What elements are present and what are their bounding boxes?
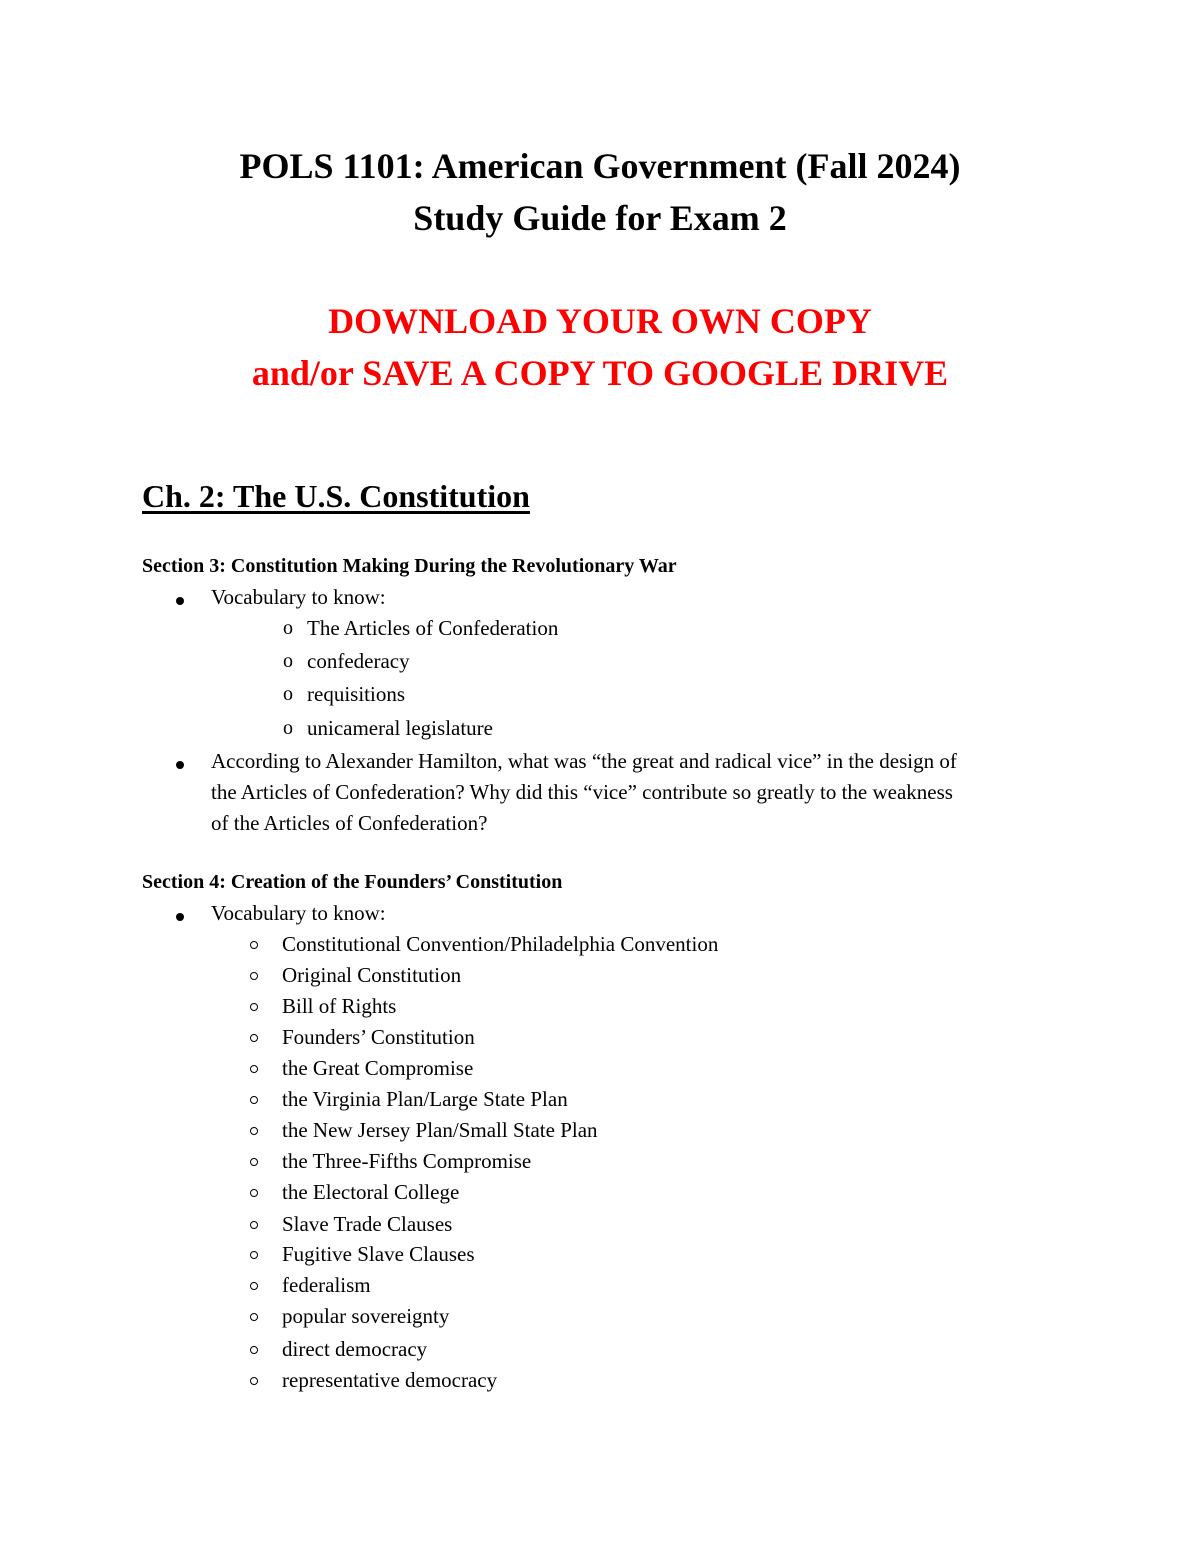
section-3-vocab-label: Vocabulary to know: xyxy=(211,585,386,609)
section-4-vocab-item: the Electoral College xyxy=(282,1180,460,1204)
hollow-bullet-icon: o xyxy=(283,617,293,639)
hollow-bullet-icon xyxy=(250,972,258,980)
section-4-vocab-item: Founders’ Constitution xyxy=(282,1025,475,1049)
section-3-vocab-item: unicameral legislature xyxy=(307,716,493,740)
section-4-vocab-item: Bill of Rights xyxy=(282,994,397,1018)
hollow-bullet-icon xyxy=(250,1189,258,1197)
document-subtitle: Study Guide for Exam 2 xyxy=(413,198,787,238)
download-notice-line1: DOWNLOAD YOUR OWN COPY xyxy=(328,301,872,341)
hollow-bullet-icon: o xyxy=(283,650,293,672)
download-notice-line2: and/or SAVE A COPY TO GOOGLE DRIVE xyxy=(251,353,949,393)
bullet-icon xyxy=(176,597,184,605)
section-4-vocab-item: popular sovereignty xyxy=(282,1304,450,1328)
hollow-bullet-icon xyxy=(250,1034,258,1042)
section-4-vocab-item: the Virginia Plan/Large State Plan xyxy=(282,1087,568,1111)
section-3-question-line: According to Alexander Hamilton, what was “the great and radical vice” in the design of xyxy=(211,749,957,773)
hollow-bullet-icon xyxy=(250,1313,258,1321)
section-4-vocab-item: direct democracy xyxy=(282,1337,428,1361)
section-3-vocab-item: requisitions xyxy=(307,682,405,706)
bullet-icon xyxy=(176,913,184,921)
hollow-bullet-icon xyxy=(250,1158,258,1166)
section-4-vocab-item: Slave Trade Clauses xyxy=(282,1212,453,1236)
section-4-vocab-item: representative democracy xyxy=(282,1368,498,1392)
section-3-vocab-item: confederacy xyxy=(307,649,410,673)
section-4-vocab-item: Constitutional Convention/Philadelphia Convention xyxy=(282,932,719,956)
hollow-bullet-icon: o xyxy=(283,683,293,705)
section-4-vocab-item: the Great Compromise xyxy=(282,1056,474,1080)
section-3-vocab-item: The Articles of Confederation xyxy=(307,616,559,640)
chapter-heading: Ch. 2: The U.S. Constitution xyxy=(142,478,530,514)
section-4-vocab-item: federalism xyxy=(282,1273,371,1297)
section-4-vocab-item: Fugitive Slave Clauses xyxy=(282,1242,475,1266)
hollow-bullet-icon xyxy=(250,1065,258,1073)
hollow-bullet-icon xyxy=(250,1282,258,1290)
section-3-heading: Section 3: Constitution Making During the Revolutionary War xyxy=(142,555,677,577)
hollow-bullet-icon: o xyxy=(283,717,293,739)
section-4-vocab-label: Vocabulary to know: xyxy=(211,901,386,925)
hollow-bullet-icon xyxy=(250,1127,258,1135)
hollow-bullet-icon xyxy=(250,1251,258,1259)
section-3-question-line: of the Articles of Confederation? xyxy=(211,811,488,835)
document-title: POLS 1101: American Government (Fall 2024) xyxy=(239,146,961,186)
hollow-bullet-icon xyxy=(250,1346,258,1354)
section-4-vocab-item: Original Constitution xyxy=(282,963,462,987)
section-4-heading: Section 4: Creation of the Founders’ Constitution xyxy=(142,871,563,893)
hollow-bullet-icon xyxy=(250,1377,258,1385)
bullet-icon xyxy=(176,761,184,769)
hollow-bullet-icon xyxy=(250,941,258,949)
hollow-bullet-icon xyxy=(250,1221,258,1229)
section-4-vocab-item: the New Jersey Plan/Small State Plan xyxy=(282,1118,598,1142)
hollow-bullet-icon xyxy=(250,1096,258,1104)
section-4-vocab-item: the Three-Fifths Compromise xyxy=(282,1149,532,1173)
section-3-question-line: the Articles of Confederation? Why did this “vice” contribute so greatly to the weakness xyxy=(211,780,953,804)
hollow-bullet-icon xyxy=(250,1003,258,1011)
